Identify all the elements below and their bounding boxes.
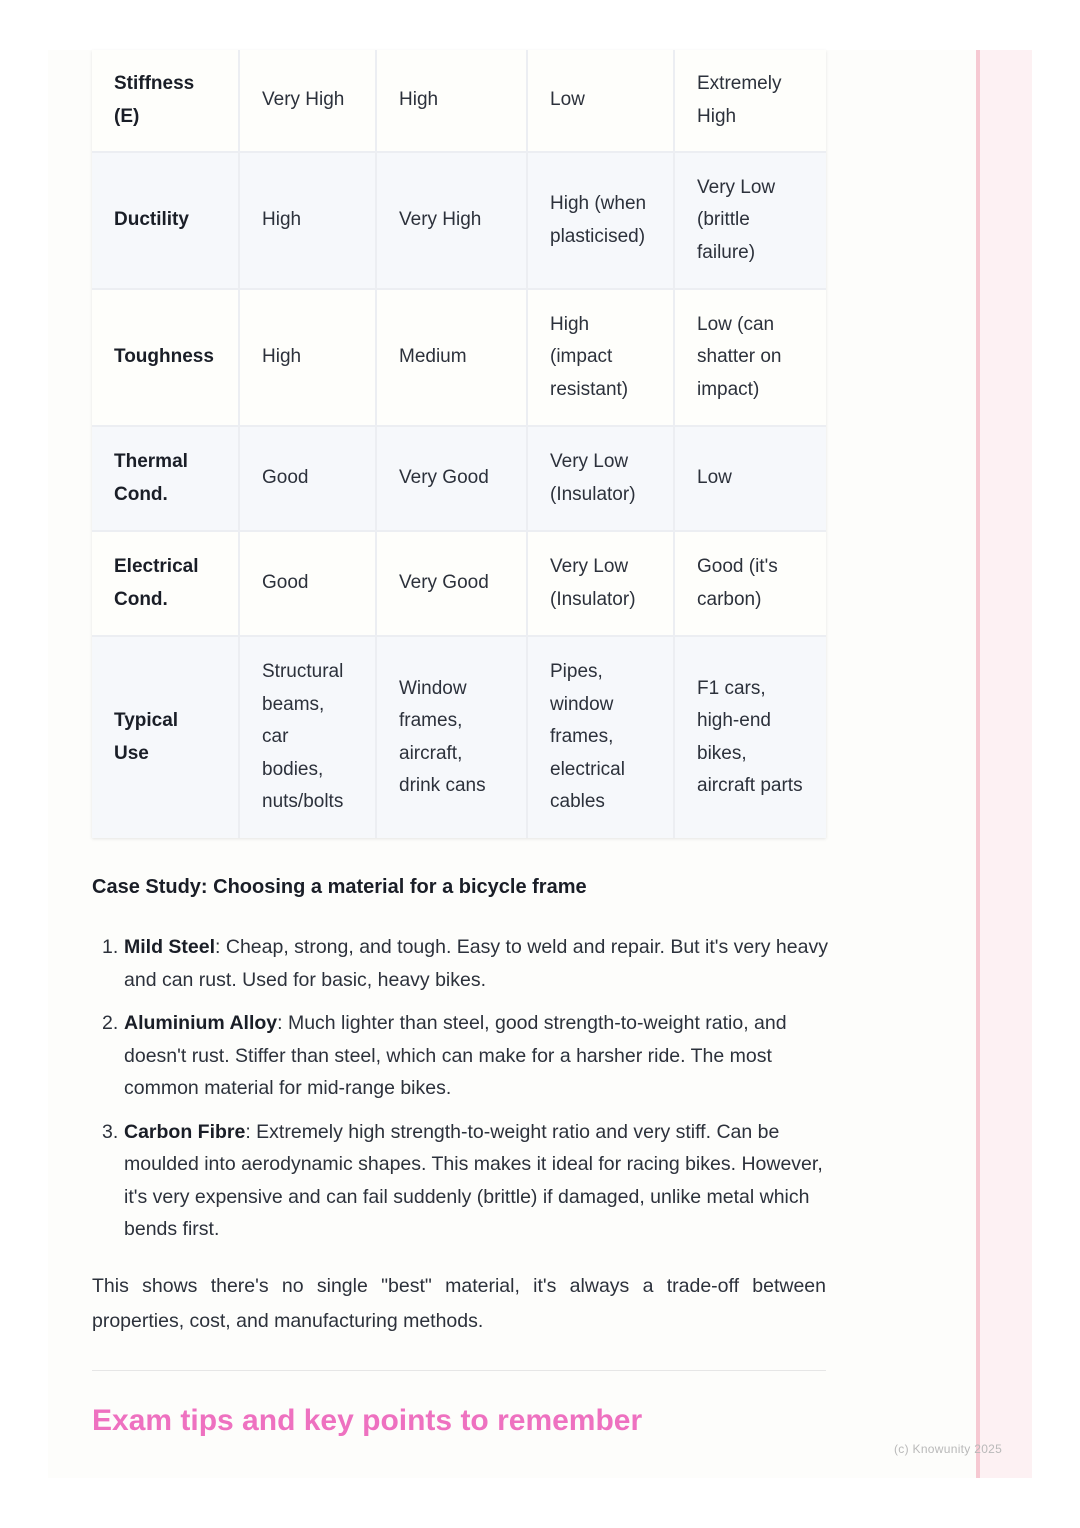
case-study-title: Case Study: Choosing a material for a bicycle frame [92,876,587,898]
material-description: : Cheap, strong, and tough. Easy to weld and repair. But it's very heavy and can rust. Used for basic, heavy bikes. [124,936,828,991]
material-name: Carbon Fibre [124,1120,246,1143]
table-cell: Very Low (Insulator) [527,531,674,636]
case-study-list [92,931,832,1257]
summary-paragraph: This shows there's no single "best" material, it's always a trade-off between properties, cost, and manufacturing methods. [92,1275,826,1332]
table-cell: Structural beams, car bodies, nuts/bolts [239,636,376,838]
table-cell: Very High [239,50,376,152]
table-cell: Very Low (Insulator) [527,426,674,531]
table-cell: High [239,289,376,426]
table-cell: High [376,50,527,152]
table-cell: Extremely High [674,50,826,152]
table-cell: Pipes, window frames, electrical cables [527,636,674,838]
table-cell: Very Good [376,531,527,636]
material-description: : Much lighter than steel, good strength-to-weight ratio, and doesn't rust. Stiffer than steel, which can make for a harsher ride. The most common material for mid-range bikes. [124,1012,787,1099]
list-number: 3. [102,1120,119,1143]
row-header-typical-use: Typical Use [92,636,239,838]
table-cell: Medium [376,289,527,426]
row-header-electrical-cond: Electrical Cond. [92,531,239,636]
table-cell: F1 cars, high-end bikes, aircraft parts [674,636,826,838]
table-cell: Low [527,50,674,152]
section-divider [92,1370,826,1371]
table-cell: Very Good [376,426,527,531]
list-item [92,1116,832,1246]
exam-tips-heading: Exam tips and key points to remember [92,1404,643,1437]
row-header-toughness: Toughness [92,289,239,426]
table-cell: Good [239,531,376,636]
material-description: : Extremely high strength-to-weight ratio and very stiff. Can be moulded into aerodynamic shapes. This makes it ideal for racing bikes. However, it's very expensive and can fail suddenly (brittle) if damaged, unlike metal which bends first. [124,1120,823,1240]
table-row [92,289,826,426]
table-cell: Very Low (brittle failure) [674,152,826,289]
table-cell: High (when plasticised) [527,152,674,289]
material-name: Aluminium Alloy [124,1012,278,1034]
table-row [92,152,826,289]
list-item [92,1007,832,1105]
row-header-ductility: Ductility [92,152,239,289]
material-properties-table [92,50,826,838]
table-cell: High [239,152,376,289]
table-cell: Low (can shatter on impact) [674,289,826,426]
table-cell: Good (it's carbon) [674,531,826,636]
list-number: 1. [102,936,119,958]
table-cell: Very High [376,152,527,289]
table-cell: Low [674,426,826,531]
table-row [92,636,826,838]
table-row [92,531,826,636]
material-name: Mild Steel [124,936,216,958]
right-margin-band [976,50,1032,1478]
table-row [92,50,826,152]
row-header-stiffness: Stiffness (E) [92,50,239,152]
row-header-thermal-cond: Thermal Cond. [92,426,239,531]
table-cell: High (impact resistant) [527,289,674,426]
copyright-footer: (c) Knowunity 2025 [894,1442,1003,1456]
table-row [92,426,826,531]
table-cell: Window frames, aircraft, drink cans [376,636,527,838]
list-number: 2. [102,1012,119,1034]
right-margin-line [976,50,980,1478]
list-item [92,931,832,996]
table-cell: Good [239,426,376,531]
